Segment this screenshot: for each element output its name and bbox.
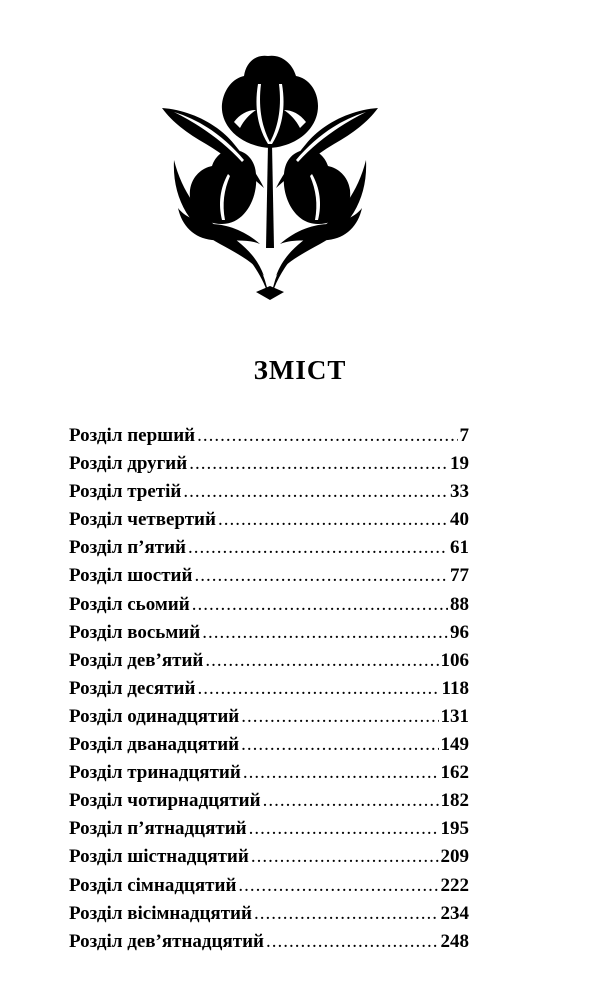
toc-entry-label: Розділ десятий bbox=[69, 677, 196, 699]
toc-page-number: 118 bbox=[441, 677, 469, 699]
toc-dot-leader bbox=[183, 481, 448, 503]
toc-page-number: 149 bbox=[440, 734, 469, 756]
tulip-flower-ornament-icon bbox=[160, 48, 380, 300]
toc-entry-label: Розділ сімнадцятий bbox=[69, 874, 237, 896]
toc-entry-label: Розділ вісімнадцятий bbox=[69, 902, 252, 924]
toc-entry-label: Розділ третій bbox=[69, 481, 182, 503]
toc-dot-leader bbox=[188, 537, 448, 559]
toc-page-number: 234 bbox=[440, 902, 469, 924]
toc-dot-leader bbox=[197, 425, 457, 447]
toc-entry[interactable] bbox=[69, 931, 469, 959]
toc-dot-leader bbox=[218, 509, 448, 531]
toc-dot-leader bbox=[197, 678, 439, 700]
toc-entry[interactable] bbox=[69, 509, 469, 537]
toc-page-number: 209 bbox=[440, 846, 469, 868]
toc-entry[interactable] bbox=[69, 622, 469, 650]
toc-dot-leader bbox=[254, 903, 439, 925]
toc-page-number: 88 bbox=[450, 593, 469, 615]
toc-entry[interactable] bbox=[69, 875, 469, 903]
toc-entry[interactable] bbox=[69, 650, 469, 678]
toc-page-number: 77 bbox=[450, 565, 469, 587]
toc-dot-leader bbox=[202, 622, 448, 644]
toc-dot-leader bbox=[205, 650, 438, 672]
toc-entry-label: Розділ шістнадцятий bbox=[69, 846, 249, 868]
toc-entry[interactable] bbox=[69, 790, 469, 818]
toc-page-number: 182 bbox=[440, 790, 469, 812]
toc-page-number: 7 bbox=[459, 425, 469, 446]
toc-dot-leader bbox=[263, 790, 439, 812]
toc-dot-leader bbox=[192, 594, 448, 616]
toc-page-number: 222 bbox=[440, 874, 469, 896]
toc-page-number: 61 bbox=[450, 537, 469, 559]
toc-page-number: 131 bbox=[440, 705, 469, 727]
toc-dot-leader bbox=[194, 565, 448, 587]
toc-entry[interactable] bbox=[69, 453, 469, 481]
toc-entry[interactable] bbox=[69, 903, 469, 931]
toc-entry-label: Розділ шостий bbox=[69, 565, 193, 587]
toc-entry[interactable] bbox=[69, 678, 469, 706]
toc-entry-label: Розділ сьомий bbox=[69, 593, 190, 615]
toc-page-number: 195 bbox=[440, 818, 469, 840]
table-of-contents bbox=[69, 425, 469, 959]
toc-entry[interactable] bbox=[69, 594, 469, 622]
toc-entry-label: Розділ перший bbox=[69, 425, 196, 446]
toc-entry-label: Розділ дев’ятий bbox=[69, 649, 204, 671]
toc-entry-label: Розділ дванадцятий bbox=[69, 734, 240, 756]
toc-entry[interactable] bbox=[69, 734, 469, 762]
toc-entry[interactable] bbox=[69, 565, 469, 593]
toc-dot-leader bbox=[266, 931, 439, 953]
toc-page-number: 33 bbox=[450, 481, 469, 503]
toc-entry[interactable] bbox=[69, 818, 469, 846]
toc-entry[interactable] bbox=[69, 537, 469, 565]
toc-entry-label: Розділ дев’ятнадцятий bbox=[69, 930, 264, 952]
toc-entry[interactable] bbox=[69, 425, 469, 453]
toc-entry-label: Розділ другий bbox=[69, 453, 188, 475]
page-title: ЗМІСТ bbox=[253, 355, 347, 385]
toc-entry-label: Розділ тринадцятий bbox=[69, 762, 241, 784]
toc-entry[interactable] bbox=[69, 706, 469, 734]
toc-entry-label: Розділ восьмий bbox=[69, 621, 201, 643]
toc-page-number: 162 bbox=[440, 762, 469, 784]
toc-page-number: 19 bbox=[450, 453, 469, 475]
toc-entry-label: Розділ одинадцятий bbox=[69, 705, 240, 727]
toc-entry[interactable] bbox=[69, 481, 469, 509]
toc-page-number: 248 bbox=[440, 930, 469, 952]
toc-dot-leader bbox=[238, 875, 438, 897]
toc-page-number: 40 bbox=[450, 509, 469, 531]
toc-dot-leader bbox=[243, 762, 439, 784]
toc-page-number: 96 bbox=[450, 621, 469, 643]
toc-entry-label: Розділ п’ятнадцятий bbox=[69, 818, 247, 840]
toc-entry[interactable] bbox=[69, 762, 469, 790]
toc-dot-leader bbox=[241, 734, 438, 756]
toc-entry-label: Розділ чотирнадцятий bbox=[69, 790, 261, 812]
toc-dot-leader bbox=[241, 706, 438, 728]
toc-entry[interactable] bbox=[69, 846, 469, 874]
toc-entry-label: Розділ четвертий bbox=[69, 509, 216, 531]
toc-dot-leader bbox=[251, 846, 439, 868]
toc-dot-leader bbox=[189, 453, 448, 475]
toc-entry-label: Розділ п’ятий bbox=[69, 537, 187, 559]
toc-page-number: 106 bbox=[440, 649, 469, 671]
toc-dot-leader bbox=[249, 818, 439, 840]
